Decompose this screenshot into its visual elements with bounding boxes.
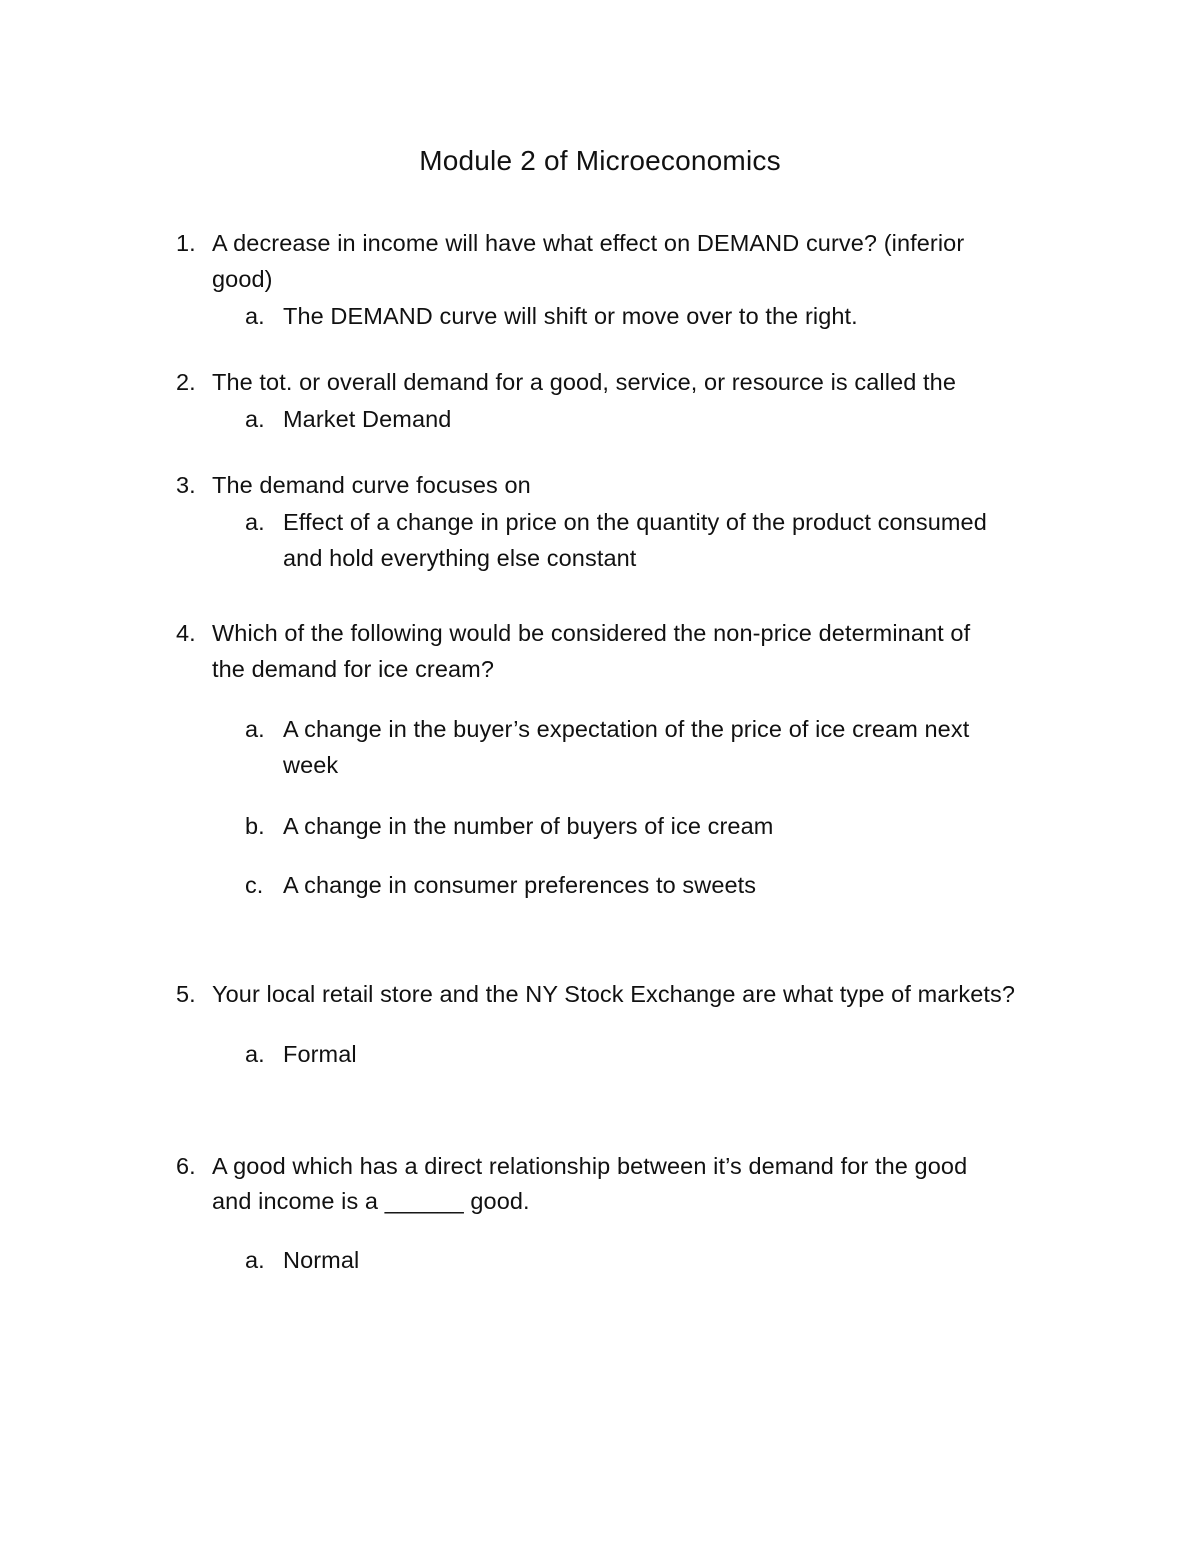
question-text-line: A decrease in income will have what effect on DEMAND curve? (inferior (212, 230, 965, 256)
question-text-line: Which of the following would be considered the non-price determinant of (212, 620, 971, 646)
question-number: 6. (176, 1153, 196, 1179)
question-text-line: and income is a ______ good. (212, 1188, 530, 1214)
answer-letter: a. (245, 716, 265, 742)
answer-text-line: A change in the buyer’s expectation of the price of ice cream next (283, 716, 970, 742)
answer-letter: c. (245, 872, 264, 898)
answer-letter: a. (245, 303, 265, 329)
question-text-line: Your local retail store and the NY Stock Exchange are what type of markets? (212, 981, 1016, 1007)
answer-letter: a. (245, 1247, 265, 1273)
question-number: 4. (176, 620, 196, 646)
question-number: 5. (176, 981, 196, 1007)
question-text-line: good) (212, 266, 273, 292)
answer-letter: b. (245, 813, 265, 839)
answer-text-line: Effect of a change in price on the quantity of the product consumed (283, 509, 987, 535)
question-number: 2. (176, 369, 196, 395)
answer-text-line: week (283, 752, 339, 778)
answer-text-line: A change in the number of buyers of ice cream (283, 813, 774, 839)
question-number: 3. (176, 472, 196, 498)
question-text-line: A good which has a direct relationship between it’s demand for the good (212, 1153, 968, 1179)
answer-text-line: Formal (283, 1041, 357, 1067)
question-number: 1. (176, 230, 196, 256)
question-text-line: the demand for ice cream? (212, 656, 495, 682)
page-title: Module 2 of Microeconomics (419, 145, 781, 176)
answer-letter: a. (245, 406, 265, 432)
answer-text-line: A change in consumer preferences to sweets (283, 872, 757, 898)
question-text-line: The tot. or overall demand for a good, service, or resource is called the (212, 369, 957, 395)
answer-letter: a. (245, 509, 265, 535)
answer-text-line: Normal (283, 1247, 360, 1273)
answer-text-line: Market Demand (283, 406, 452, 432)
answer-text-line: The DEMAND curve will shift or move over to the right. (283, 303, 858, 329)
answer-text-line: and hold everything else constant (283, 545, 637, 571)
question-text-line: The demand curve focuses on (212, 472, 531, 498)
answer-letter: a. (245, 1041, 265, 1067)
